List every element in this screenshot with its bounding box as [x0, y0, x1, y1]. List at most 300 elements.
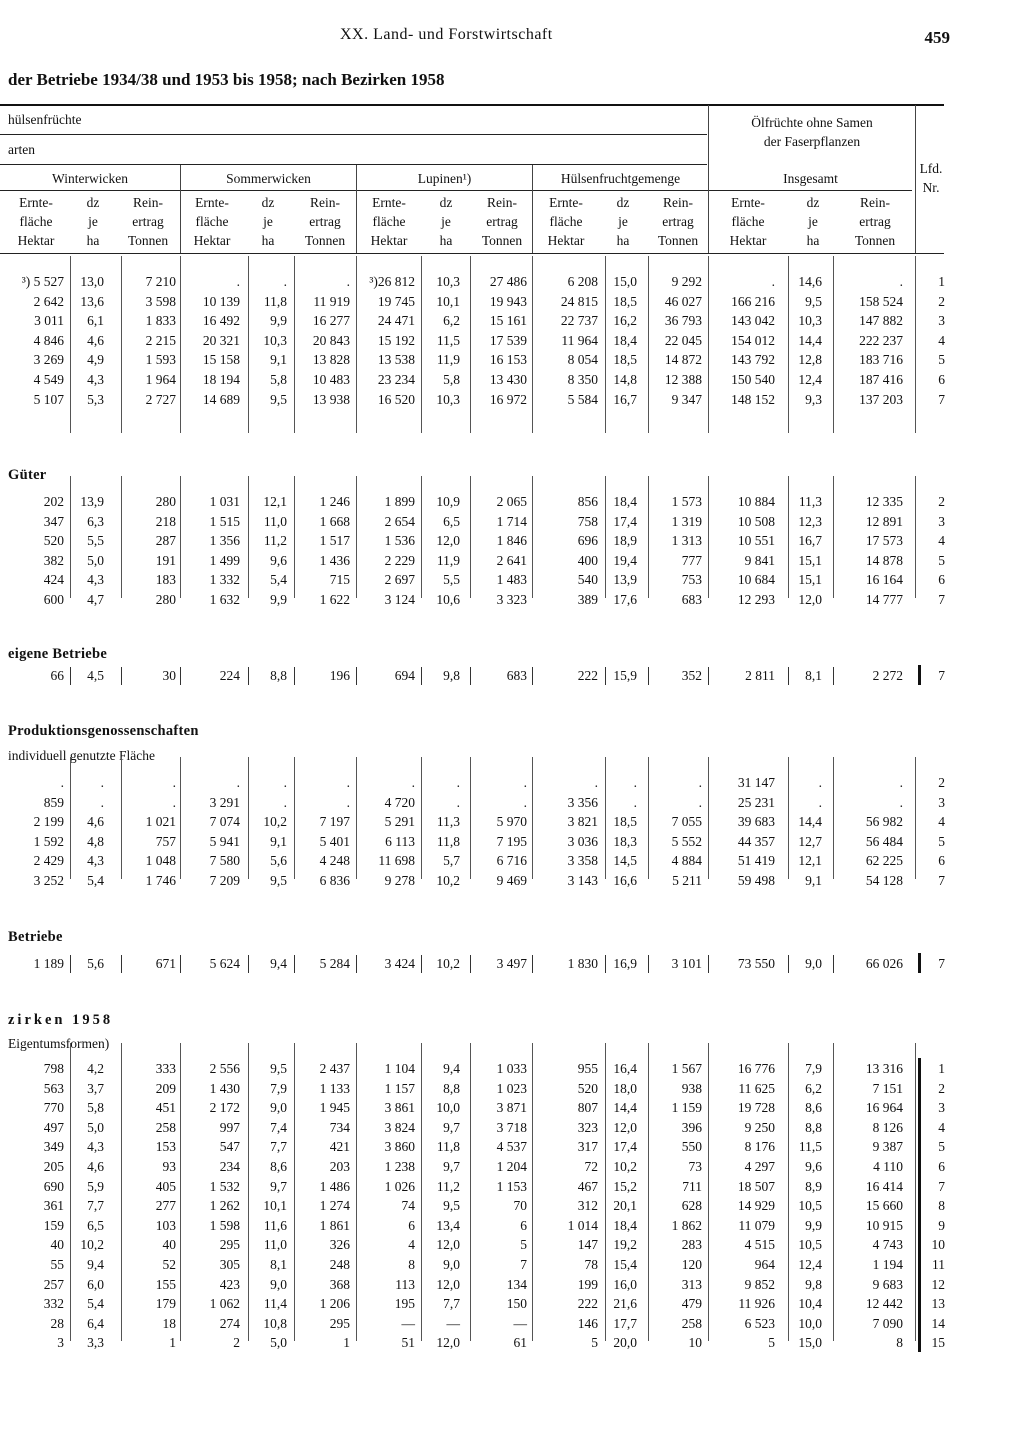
table-cell: 9,0 [270, 1276, 287, 1292]
row-number: 7 [938, 391, 945, 407]
table-cell: 5 584 [567, 391, 598, 407]
table-cell: 13 538 [377, 352, 415, 368]
table-cell: 5,9 [87, 1178, 104, 1194]
table-cell: 10,2 [263, 814, 287, 830]
table-cell: 7,7 [443, 1296, 460, 1312]
table-cell: 423 [219, 1276, 240, 1292]
cell-separator [532, 955, 533, 973]
table-cell: 18,4 [613, 1217, 637, 1233]
table-cell: 2 641 [496, 552, 527, 568]
table-cell: 7 151 [872, 1080, 903, 1096]
column-header-line: Tonnen [481, 233, 523, 248]
crop-header: Hülsenfruchtgemenge [560, 171, 681, 186]
table-cell: 5,5 [87, 533, 104, 549]
table-cell: 10 884 [737, 494, 775, 509]
table-cell: 547 [219, 1139, 240, 1155]
table-cell: . [346, 274, 350, 289]
crop-header: Winterwicken [52, 171, 128, 186]
table-cell: 15 161 [489, 313, 527, 329]
table-cell: 9,6 [270, 552, 287, 568]
table-cell: 7,9 [805, 1061, 822, 1076]
section-title-gueter: Güter [8, 467, 47, 483]
table-cell: 368 [329, 1276, 350, 1292]
table-cell: 5 284 [319, 956, 350, 971]
table-cell: 8 176 [744, 1139, 775, 1155]
table-cell: 7 195 [496, 833, 527, 849]
header-rule [0, 190, 912, 191]
column-header-line: je [88, 214, 98, 229]
table-cell: 8,6 [270, 1159, 287, 1174]
table-cell: 3 252 [33, 873, 64, 888]
table-cell: 9 347 [671, 391, 702, 407]
table-cell: . [346, 794, 350, 810]
table-cell: 10,1 [436, 293, 460, 309]
row-number: 15 [931, 1335, 945, 1351]
cell-separator [121, 667, 122, 685]
section-title-eigene-betriebe: eigene Betriebe [8, 646, 108, 662]
table-cell: 9,6 [805, 1159, 822, 1174]
table-cell: 2 229 [384, 552, 415, 568]
table-row [0, 1316, 960, 1335]
table-cell: 8 350 [567, 372, 598, 387]
column-header-line: je [618, 214, 628, 229]
table-cell: 159 [43, 1217, 64, 1233]
cell-separator [421, 955, 422, 973]
table-cell: ³) 5 527 [21, 274, 64, 289]
table-cell: 20,0 [613, 1335, 637, 1351]
table-cell: . [818, 794, 822, 810]
table-cell: 154 012 [731, 332, 775, 348]
table-cell: 9 250 [744, 1119, 775, 1135]
table-cell: 540 [577, 572, 598, 588]
table-cell: 1 833 [145, 313, 176, 329]
table-cell: 12,0 [436, 1276, 460, 1292]
table-cell: 16 153 [489, 352, 527, 368]
table-cell: 16 164 [865, 572, 903, 588]
row-number: 2 [938, 293, 945, 309]
table-cell: 734 [329, 1119, 350, 1135]
table-cell: 10 483 [312, 372, 350, 387]
table-cell: 5,5 [443, 572, 460, 588]
table-cell: 274 [219, 1315, 240, 1331]
table-cell: 711 [682, 1178, 702, 1194]
column-header-line: ertrag [486, 214, 518, 229]
table-cell: 10 139 [202, 293, 240, 309]
table-cell: 6 523 [744, 1315, 775, 1331]
table-cell: . [236, 274, 240, 289]
table-cell: 11,8 [436, 833, 460, 849]
table-cell: 12 388 [664, 372, 702, 387]
table-cell: 1 532 [209, 1178, 240, 1194]
table-cell: 283 [681, 1237, 702, 1253]
table-cell: 1 [169, 1335, 176, 1351]
table-cell: 11,2 [263, 533, 287, 549]
table-cell: 18,5 [613, 293, 637, 309]
table-cell: 13,0 [80, 274, 104, 289]
table-cell: 4 297 [744, 1159, 775, 1174]
table-row [0, 1159, 960, 1178]
table-cell: 12,1 [798, 853, 822, 869]
table-cell: 16,7 [613, 391, 637, 407]
table-cell: 18 [162, 1315, 176, 1331]
table-cell: 9,9 [270, 313, 287, 329]
table-cell: 10 684 [737, 572, 775, 588]
table-cell: 1 515 [209, 513, 240, 529]
table-cell: 16 964 [865, 1100, 903, 1116]
table-cell: 4,7 [87, 592, 104, 607]
table-cell: 3,3 [87, 1335, 104, 1351]
table-cell: 287 [155, 533, 176, 549]
table-cell: 1 483 [496, 572, 527, 588]
column-header-line: je [808, 214, 818, 229]
table-cell: 9 852 [744, 1276, 775, 1292]
row-number: 2 [938, 1080, 945, 1096]
row-number: 14 [931, 1315, 945, 1331]
table-cell: 1 157 [384, 1080, 415, 1096]
cell-separator [421, 667, 422, 685]
table-cell: 3 598 [145, 293, 176, 309]
header-top-rule [0, 104, 944, 106]
table-cell: 312 [577, 1198, 598, 1214]
table-cell: 1 436 [319, 552, 350, 568]
table-cell: . [456, 775, 460, 790]
table-cell: 11,8 [436, 1139, 460, 1155]
table-cell: 715 [329, 572, 350, 588]
table-row [0, 392, 960, 411]
table-cell: 25 231 [737, 794, 775, 810]
row-number: 5 [938, 833, 945, 849]
table-cell: 16 520 [377, 391, 415, 407]
table-cell: 5 107 [33, 391, 64, 407]
column-header-line: fläche [195, 214, 229, 229]
table-cell: 248 [329, 1257, 350, 1272]
table-cell: 2 215 [145, 332, 176, 348]
table-cell: 28 [50, 1315, 64, 1331]
table-row [0, 814, 960, 833]
row-number: 5 [938, 352, 945, 368]
table-cell: 9 841 [744, 552, 775, 568]
table-cell: 313 [681, 1276, 702, 1292]
table-cell: 11,5 [798, 1139, 822, 1155]
cell-separator [356, 955, 357, 973]
column-header-line: fläche [19, 214, 53, 229]
column-header [644, 193, 712, 250]
table-cell: 683 [681, 592, 702, 607]
table-cell: 11,0 [263, 513, 287, 529]
table-cell: . [172, 794, 176, 810]
table-row [0, 668, 960, 687]
table-cell: 16 277 [312, 313, 350, 329]
table-cell: 93 [162, 1159, 176, 1174]
column-header-line: ertrag [859, 214, 891, 229]
table-cell: ³)26 812 [369, 274, 415, 289]
table-cell: 113 [395, 1276, 415, 1292]
table-cell: 10,5 [798, 1237, 822, 1253]
table-cell: 4,2 [87, 1061, 104, 1076]
table-cell: 3 291 [209, 794, 240, 810]
row-number: 9 [938, 1217, 945, 1233]
table-cell: 4,8 [87, 833, 104, 849]
cell-separator [605, 667, 606, 685]
table-cell: 277 [155, 1198, 176, 1214]
column-header-line: ha [616, 233, 630, 248]
table-cell: 8 [408, 1257, 415, 1272]
table-cell: 8 [896, 1335, 903, 1351]
table-cell: 4 [408, 1237, 415, 1253]
table-cell: 15 192 [377, 332, 415, 348]
table-row [0, 1120, 960, 1139]
table-cell: 4,6 [87, 1159, 104, 1174]
table-cell: 18 194 [202, 372, 240, 387]
table-cell: 1 517 [319, 533, 350, 549]
table-cell: 3 124 [384, 592, 415, 607]
table-cell: 2 811 [745, 668, 775, 683]
table-cell: 479 [681, 1296, 702, 1312]
section-note-lpg: individuell genutzte Fläche [8, 748, 155, 763]
table-cell: 6,5 [443, 513, 460, 529]
table-cell: 9,9 [270, 592, 287, 607]
table-cell: 1 499 [209, 552, 240, 568]
column-header-line: dz [616, 195, 630, 210]
table-cell: 15,1 [798, 572, 822, 588]
table-cell: 1 668 [319, 513, 350, 529]
table-cell: 11,0 [263, 1237, 287, 1253]
table-cell: 7,4 [270, 1119, 287, 1135]
table-cell: 7,7 [270, 1139, 287, 1155]
table-cell: 8,6 [805, 1100, 822, 1116]
lfd-line-2: Nr. [922, 180, 940, 195]
table-cell: 9,1 [270, 352, 287, 368]
table-cell: 22 045 [664, 332, 702, 348]
table-cell: 389 [577, 592, 598, 607]
row-number: 3 [938, 313, 945, 329]
table-cell: 14,4 [798, 814, 822, 830]
column-header-line: Tonnen [854, 233, 896, 248]
table-cell: 18,9 [613, 533, 637, 549]
column-header-line: Tonnen [657, 233, 699, 248]
table-cell: 361 [43, 1198, 64, 1214]
table-cell: 9,7 [443, 1159, 460, 1174]
table-cell: 955 [577, 1061, 598, 1076]
table-cell: . [633, 775, 637, 790]
table-cell: 4,9 [87, 352, 104, 368]
table-cell: 5 [768, 1335, 775, 1351]
row-number: 8 [938, 1198, 945, 1214]
table-cell: 5,0 [87, 552, 104, 568]
table-row [0, 514, 960, 533]
table-cell: 18,5 [613, 352, 637, 368]
table-cell: 13 828 [312, 352, 350, 368]
table-cell: 3 143 [567, 873, 598, 888]
row-number: 6 [938, 572, 945, 588]
table-cell: 9,8 [443, 668, 460, 683]
table-cell: 3 036 [567, 833, 598, 849]
table-cell: 17,4 [613, 513, 637, 529]
table-cell: 1 319 [671, 513, 702, 529]
table-cell: 694 [394, 668, 415, 683]
table-cell: 2 065 [496, 494, 527, 509]
table-cell: 9,5 [270, 1061, 287, 1076]
table-cell: 9,0 [443, 1257, 460, 1272]
table-cell: 147 882 [859, 313, 903, 329]
row-number: 7 [938, 668, 945, 683]
table-cell: 14 689 [202, 391, 240, 407]
table-cell: . [523, 775, 527, 790]
column-header-line: ha [86, 233, 100, 248]
table-cell: 3 424 [384, 956, 415, 971]
table-cell: 3 824 [384, 1119, 415, 1135]
table-cell: 600 [43, 592, 64, 607]
table-cell: 2 172 [209, 1100, 240, 1116]
table-cell: 4,3 [87, 372, 104, 387]
table-row [0, 294, 960, 313]
table-cell: 55 [50, 1257, 64, 1272]
table-cell: 520 [577, 1080, 598, 1096]
table-cell: 11 079 [738, 1217, 775, 1233]
arten-label: arten [8, 142, 35, 157]
header-bottom-rule [0, 253, 944, 254]
table-cell: 1 023 [496, 1080, 527, 1096]
table-cell: 13 316 [865, 1061, 903, 1076]
table-cell: 1 048 [145, 853, 176, 869]
row-number: 2 [938, 494, 945, 509]
table-cell: 305 [219, 1257, 240, 1272]
cell-separator [470, 667, 471, 685]
table-cell: 23 234 [377, 372, 415, 387]
table-cell: 17 539 [489, 332, 527, 348]
table-cell: 14 878 [865, 552, 903, 568]
page-number: 459 [924, 28, 950, 47]
table-cell: 183 716 [859, 352, 903, 368]
table-cell: 16 972 [489, 391, 527, 407]
table-cell: 12 442 [865, 1296, 903, 1312]
table-cell: 1 194 [872, 1257, 903, 1272]
table-cell: 5,8 [443, 372, 460, 387]
table-cell: 20 321 [202, 332, 240, 348]
table-cell: 7 210 [145, 274, 176, 289]
table-cell: 73 [688, 1159, 702, 1174]
cell-separator [605, 955, 606, 973]
table-cell: 10,4 [798, 1296, 822, 1312]
table-cell: 5 [520, 1237, 527, 1253]
table-cell: 5,6 [87, 956, 104, 971]
table-cell: 12 293 [737, 592, 775, 607]
table-cell: 134 [506, 1276, 527, 1292]
table-cell: 421 [329, 1139, 350, 1155]
table-cell: 7 197 [319, 814, 350, 830]
table-cell: 4,3 [87, 853, 104, 869]
table-cell: 19 745 [377, 293, 415, 309]
table-cell: . [899, 794, 903, 810]
column-header-line: ertrag [309, 214, 341, 229]
table-cell: 10,8 [263, 1315, 287, 1331]
table-cell: 195 [394, 1296, 415, 1312]
cell-separator [248, 667, 249, 685]
row-number: 10 [931, 1237, 945, 1253]
table-cell: 1 486 [319, 1178, 350, 1194]
table-cell: 1 945 [319, 1100, 350, 1116]
table-cell: 17,6 [613, 592, 637, 607]
table-row [0, 274, 960, 293]
table-cell: 10 915 [865, 1217, 903, 1233]
table-cell: 234 [219, 1159, 240, 1174]
table-cell: . [523, 794, 527, 810]
table-cell: 1 899 [384, 494, 415, 509]
table-cell: 295 [329, 1315, 350, 1331]
table-cell: 153 [155, 1139, 176, 1155]
table-cell: 12,7 [798, 833, 822, 849]
table-cell: 5,4 [87, 873, 104, 888]
column-header-line: Ernte- [19, 195, 53, 210]
table-cell: 798 [43, 1061, 64, 1076]
table-cell: . [698, 775, 702, 790]
cell-separator [70, 955, 71, 973]
cell-separator [648, 955, 649, 973]
table-cell: 11,2 [436, 1178, 460, 1194]
row-number: 3 [938, 794, 945, 810]
table-cell: 191 [155, 552, 176, 568]
group-left-label: hülsenfrüchte [8, 112, 82, 127]
table-cell: 11,3 [798, 494, 822, 509]
header-rule [0, 164, 707, 165]
table-cell: 222 [577, 668, 598, 683]
table-cell: . [771, 274, 775, 289]
table-cell: 3 011 [34, 313, 64, 329]
table-cell: 4 720 [384, 794, 415, 810]
cell-separator [356, 667, 357, 685]
table-cell: 103 [155, 1217, 176, 1233]
table-cell: 16 776 [737, 1061, 775, 1076]
table-cell: 1 062 [209, 1296, 240, 1312]
crop-header: Insgesamt [783, 171, 838, 186]
table-cell: 6 [520, 1217, 527, 1233]
table-cell: 12,4 [798, 1257, 822, 1272]
table-cell: 183 [155, 572, 176, 588]
table-cell: 807 [577, 1100, 598, 1116]
table-cell: 467 [577, 1178, 598, 1194]
table-cell: 4,6 [87, 332, 104, 348]
table-cell: 46 027 [664, 293, 702, 309]
crop-header: Sommerwicken [226, 171, 311, 186]
table-cell: 10,1 [263, 1198, 287, 1214]
table-cell: 9,3 [805, 391, 822, 407]
row-number: 2 [938, 775, 945, 790]
table-cell: 6 716 [496, 853, 527, 869]
table-cell: 14,6 [798, 274, 822, 289]
table-cell: 1 862 [671, 1217, 702, 1233]
table-cell: 19 943 [489, 293, 527, 309]
table-cell: 147 [577, 1237, 598, 1253]
table-cell: 10,2 [80, 1237, 104, 1253]
table-cell: 6,4 [87, 1315, 104, 1331]
table-cell: 1 189 [33, 956, 64, 971]
table-cell: 17,4 [613, 1139, 637, 1155]
table-cell: 209 [155, 1080, 176, 1096]
table-cell: 1 014 [567, 1217, 598, 1233]
table-cell: 332 [43, 1296, 64, 1312]
table-cell: 1 622 [319, 592, 350, 607]
table-cell: 70 [513, 1198, 527, 1214]
table-cell: 10,3 [436, 391, 460, 407]
table-cell: 2 727 [145, 391, 176, 407]
table-cell: 1 430 [209, 1080, 240, 1096]
table-cell: 997 [219, 1119, 240, 1135]
table-cell: 12 335 [865, 494, 903, 509]
table-cell: 1 356 [209, 533, 240, 549]
table-cell: 3 497 [496, 956, 527, 971]
group-right-line-2: der Faserpflanzen [763, 134, 861, 149]
table-cell: 16,2 [613, 313, 637, 329]
